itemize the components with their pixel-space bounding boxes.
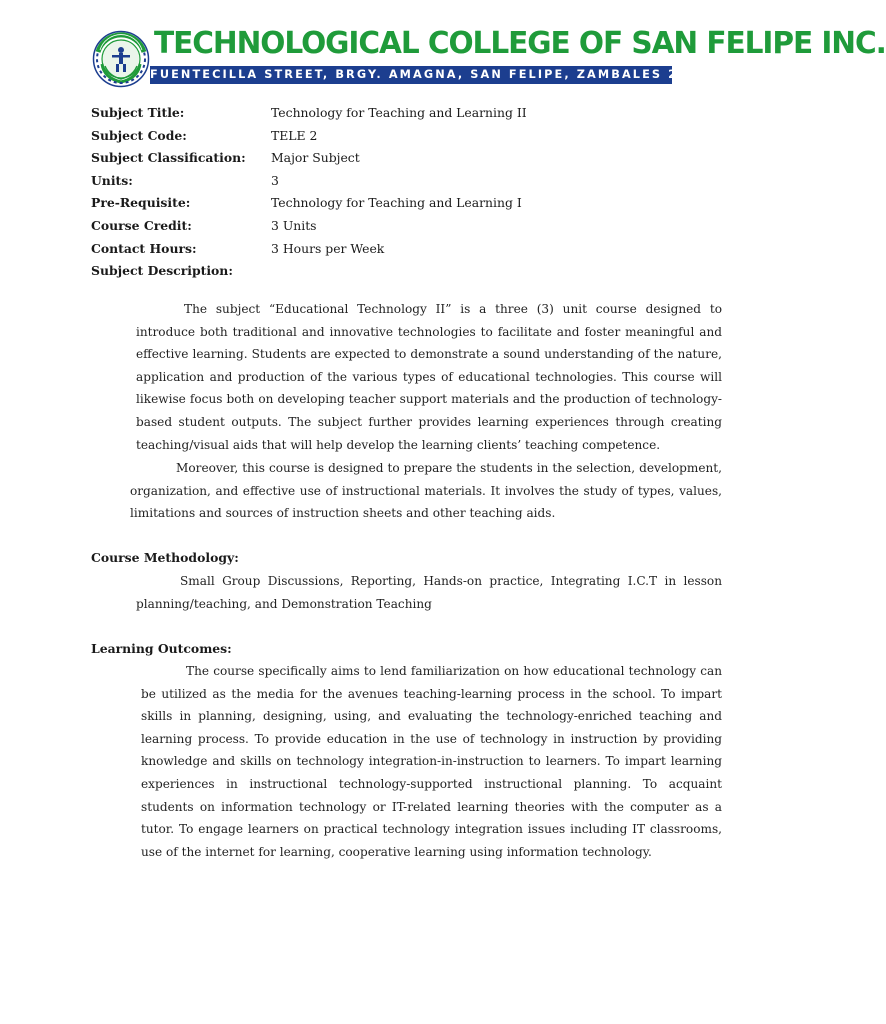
outcomes-title: Learning Outcomes:	[91, 641, 232, 656]
info-label: Subject Classification:	[91, 150, 246, 166]
info-value: Technology for Teaching and Learning II	[271, 105, 527, 120]
outcomes-text: The course specifically aims to lend familiarization on how educational technology can be utilized as the media for the avenues teaching-learning process in the school. To impart skills in planning, designing, using, and evaluating the technology-enriched teaching and learning process. To provide education in the use of technology in instruction by providing knowledge and skills on technology integration-in-instruction to learners. To impart learning experiences in instructional technology-supported instructional planning. To acquaint students on information technology or IT-related learning theories with the computer as a tutor. To engage learners on practical technology integration issues including IT classrooms, use of the internet for learning, cooperative learning using information technology.	[141, 664, 722, 859]
info-value: Technology for Teaching and Learning I	[271, 195, 522, 211]
info-label: Course Credit:	[91, 217, 192, 233]
college-name: TECHNOLOGICAL COLLEGE OF SAN FELIPE INC.	[154, 26, 886, 61]
description-paragraph-1: The subject “Educational Technology II” is a three (3) unit course designed to introduce both traditional and innovative technologies to facilitate and foster meaningful and effective learning. Students are expected to demonstrate a sound understanding of the nature, application and production of the various types of educational technologies. This course will likewise focus both on developing teacher support materials and the production of technology-based student outputs. The subject further provides learning experiences through creating teaching/visual aids that will help develop the learning clients’ teaching competence.	[136, 302, 722, 452]
college-seal-logo	[92, 30, 150, 88]
letterhead	[92, 26, 886, 88]
info-value: 3 Hours per Week	[271, 240, 385, 256]
info-label: Units:	[91, 172, 133, 188]
methodology-text: Small Group Discussions, Reporting, Hands-on practice, Integrating I.C.T in lesson planning/teaching, and Demonstration Teaching	[136, 574, 722, 611]
info-value: Major Subject	[271, 150, 360, 166]
info-label: Contact Hours:	[91, 240, 197, 256]
info-value: 3	[271, 172, 279, 188]
info-label: Subject Code:	[91, 127, 187, 143]
info-value: TELE 2	[271, 127, 318, 143]
info-label: Subject Title:	[91, 105, 185, 120]
info-label: Pre-Requisite:	[91, 195, 191, 211]
info-value: 3 Units	[271, 217, 317, 233]
methodology-title: Course Methodology:	[91, 550, 239, 565]
description-paragraph-2: Moreover, this course is designed to prepare the students in the selection, development, organization, and effective use of instructional materials. It involves the study of types, values, limitations and sources of instruction sheets and other teaching aids.	[130, 461, 722, 521]
info-label: Subject Description:	[91, 263, 233, 279]
college-address: FUENTECILLA STREET, BRGY. AMAGNA, SAN FELIPE, ZAMBALES 2204	[150, 66, 672, 84]
